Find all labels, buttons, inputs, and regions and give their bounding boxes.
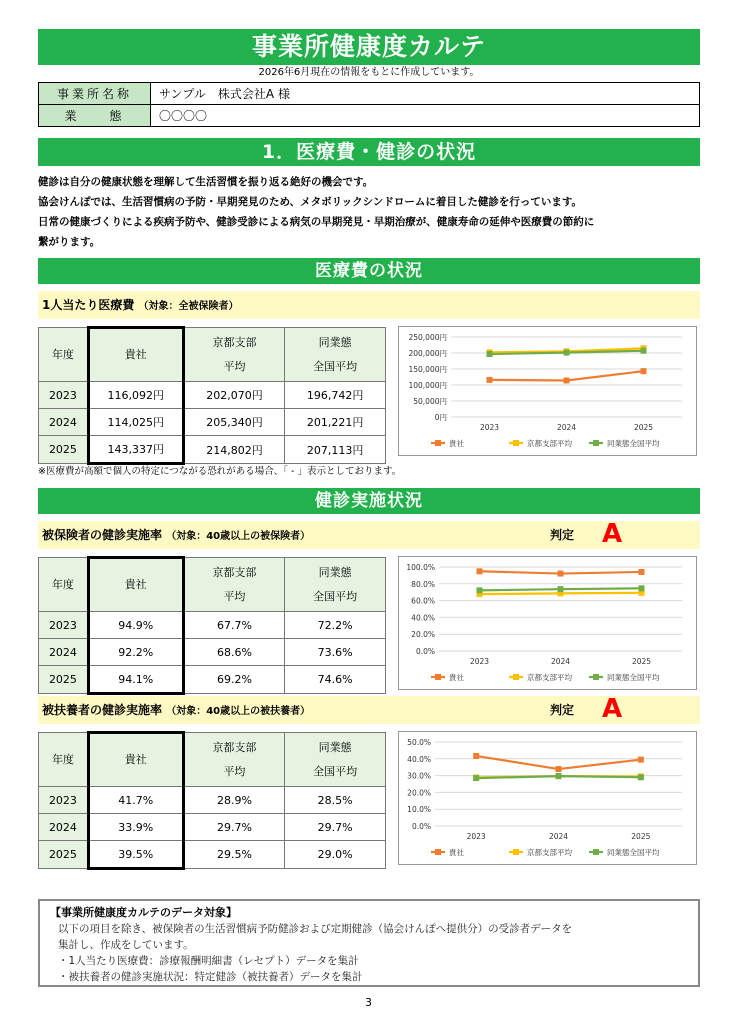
own-cell: 94.1% — [88, 666, 183, 694]
data-point — [473, 753, 479, 759]
table-header-row — [39, 558, 386, 612]
year-cell: 2024 — [39, 639, 89, 666]
data-point — [639, 569, 645, 575]
data-point — [556, 766, 562, 772]
y-tick-label: 150,000円 — [408, 365, 447, 374]
col-year-header: 年度 — [39, 328, 89, 382]
dependent-table — [38, 731, 386, 870]
insured-heading-note: （対象：40歳以上の被保険者） — [166, 531, 311, 542]
data-source-line: ・被扶養者の健診実施状況：特定健診（被扶養者）データを集計 — [58, 971, 363, 983]
year-cell: 2025 — [39, 841, 89, 869]
legend-label: 貴社 — [449, 848, 464, 857]
data-source-box — [38, 899, 700, 987]
data-point — [564, 378, 570, 384]
own-cell: 114,025円 — [88, 409, 183, 436]
y-tick-label: 80.0% — [411, 579, 435, 589]
medical-table — [38, 326, 386, 465]
data-point — [477, 568, 483, 574]
x-tick-label: 2025 — [631, 657, 652, 666]
table-header-row — [39, 733, 386, 787]
national-cell: 28.5% — [285, 787, 386, 814]
own-cell: 143,337円 — [88, 436, 183, 464]
y-tick-label: 10.0% — [407, 805, 431, 815]
branch-cell: 29.7% — [183, 814, 285, 841]
legend-label: 同業態全国平均 — [607, 673, 660, 682]
data-source-line: 以下の項目を除き、被保険者の生活習慣病予防健診および定期健診（協会けんぽへ提供分）の受診者データを — [58, 923, 573, 935]
legend-marker — [435, 849, 441, 855]
x-tick-label: 2025 — [631, 832, 651, 841]
branch-cell: 29.5% — [183, 841, 285, 869]
col-year-header: 年度 — [39, 733, 89, 787]
data-point — [639, 585, 645, 591]
year-cell: 2024 — [39, 814, 89, 841]
year-cell: 2024 — [39, 409, 89, 436]
branch-cell: 68.6% — [183, 639, 285, 666]
col-own-header: 貴社 — [88, 733, 183, 787]
company-info-table — [38, 82, 700, 127]
legend-marker — [593, 440, 599, 446]
insured-chart — [398, 556, 697, 690]
col-branch-header: 京都支部 平均 — [183, 558, 285, 612]
year-cell: 2025 — [39, 666, 89, 694]
dependent-heading-note: （対象：40歳以上の被扶養者） — [166, 706, 311, 717]
national-cell: 201,221円 — [285, 409, 386, 436]
dependent-chart-svg — [399, 732, 696, 864]
table-row — [39, 841, 386, 869]
checkup-banner: 健診実施状況 — [38, 488, 700, 514]
company-name-value: サンプル 株式会社A 様 — [151, 83, 700, 105]
col-national-header: 同業態 全国平均 — [285, 733, 386, 787]
y-tick-label: 100.0% — [406, 563, 435, 572]
data-point — [487, 351, 493, 357]
legend-marker — [435, 440, 441, 446]
table-row — [39, 666, 386, 694]
page-number: 3 — [365, 996, 372, 1009]
y-tick-label: 60.0% — [411, 596, 435, 606]
national-cell: 29.7% — [285, 814, 386, 841]
legend-label: 同業態全国平均 — [607, 848, 660, 857]
insured-judge-value: A — [602, 519, 623, 549]
own-cell: 33.9% — [88, 814, 183, 841]
y-tick-label: 20.0% — [411, 630, 435, 640]
medical-chart-svg — [399, 327, 696, 455]
company-type-value: 〇〇〇〇 — [151, 105, 700, 127]
page-title: 事業所健康度カルテ — [38, 29, 700, 65]
y-tick-label: 40.0% — [407, 754, 431, 764]
x-tick-label: 2023 — [469, 657, 490, 666]
y-tick-label: 250,000円 — [408, 333, 447, 342]
y-tick-label: 0.0% — [411, 822, 431, 831]
x-tick-label: 2024 — [548, 832, 569, 841]
intro-line: 繋がります。 — [38, 236, 101, 248]
medical-chart — [398, 326, 697, 456]
legend-label: 京都支部平均 — [527, 848, 572, 857]
own-cell: 94.9% — [88, 612, 183, 639]
data-point — [558, 571, 564, 577]
data-point — [638, 757, 644, 763]
data-point — [558, 586, 564, 592]
legend-label: 貴社 — [449, 673, 464, 682]
col-own-header: 貴社 — [88, 558, 183, 612]
legend-marker — [513, 849, 519, 855]
medical-heading-note: （対象：全被保険者） — [138, 301, 239, 312]
data-point — [564, 350, 570, 356]
data-point — [487, 377, 493, 383]
col-national-header: 同業態 全国平均 — [285, 558, 386, 612]
y-tick-label: 200,000円 — [408, 349, 447, 358]
y-tick-label: 20.0% — [407, 788, 431, 798]
y-tick-label: 0.0% — [415, 647, 435, 656]
insured-judge-label: 判定 — [550, 528, 575, 542]
intro-line: 健診は自分の健康状態を理解して生活習慣を振り返る絶好の機会です。 — [38, 176, 374, 188]
col-branch-header: 京都支部 平均 — [183, 328, 285, 382]
company-type-row — [39, 105, 700, 127]
legend-label: 京都支部平均 — [527, 439, 572, 448]
table-row — [39, 814, 386, 841]
medical-banner: 医療費の状況 — [38, 258, 700, 284]
medical-heading — [38, 291, 700, 319]
table-row — [39, 382, 386, 409]
x-tick-label: 2025 — [633, 423, 654, 432]
dependent-heading — [38, 696, 700, 724]
x-tick-label: 2023 — [479, 423, 500, 432]
dependent-judge-label: 判定 — [550, 703, 575, 717]
branch-cell: 214,802円 — [183, 436, 285, 464]
insured-heading — [38, 521, 700, 549]
x-tick-label: 2024 — [556, 423, 577, 432]
col-year-header: 年度 — [39, 558, 89, 612]
year-cell: 2023 — [39, 382, 89, 409]
section-title: 1．医療費・健診の状況 — [38, 138, 700, 166]
table-row — [39, 436, 386, 464]
y-tick-label: 50,000円 — [413, 397, 447, 406]
dependent-heading-text: 被扶養者の健診実施率 — [42, 703, 163, 717]
intro-line: 日常の健康づくりによる疾病予防や、健診受診による病気の早期発見・早期治療が、健康寿命の延伸や医療費の節約に — [38, 216, 595, 228]
data-point — [641, 368, 647, 374]
branch-cell: 202,070円 — [183, 382, 285, 409]
table-row — [39, 639, 386, 666]
insured-heading-text: 被保険者の健診実施率 — [42, 528, 163, 542]
legend-marker — [513, 674, 519, 680]
medical-note: ※医療費が高額で個人の特定につながる恐れがある場合、「 - 」表示としております。 — [38, 466, 402, 477]
page-subtitle: 2026年6月現在の情報をもとに作成しています。 — [258, 67, 480, 78]
year-cell: 2023 — [39, 612, 89, 639]
dependent-chart — [398, 731, 697, 865]
legend-marker — [593, 849, 599, 855]
national-cell: 29.0% — [285, 841, 386, 869]
legend-marker — [513, 440, 519, 446]
legend-label: 同業態全国平均 — [607, 439, 660, 448]
x-tick-label: 2023 — [466, 832, 486, 841]
branch-cell: 205,340円 — [183, 409, 285, 436]
own-cell: 41.7% — [88, 787, 183, 814]
own-cell: 116,092円 — [88, 382, 183, 409]
col-branch-header: 京都支部 平均 — [183, 733, 285, 787]
data-point — [641, 348, 647, 354]
data-source-heading: 【事業所健康度カルテのデータ対象】 — [50, 906, 237, 919]
branch-cell: 67.7% — [183, 612, 285, 639]
national-cell: 196,742円 — [285, 382, 386, 409]
table-header-row — [39, 328, 386, 382]
national-cell: 73.6% — [285, 639, 386, 666]
x-tick-label: 2024 — [550, 657, 571, 666]
y-tick-label: 100,000円 — [408, 381, 447, 390]
legend-label: 京都支部平均 — [527, 673, 572, 682]
national-cell: 74.6% — [285, 666, 386, 694]
data-source-line: ・1人当たり医療費：診療報酬明細書（レセプト）データを集計 — [58, 955, 359, 967]
table-row — [39, 612, 386, 639]
insured-chart-svg — [399, 557, 696, 689]
year-cell: 2023 — [39, 787, 89, 814]
medical-heading-text: 1人当たり医療費 — [42, 298, 135, 312]
insured-table — [38, 556, 386, 695]
table-row — [39, 787, 386, 814]
company-name-label: 事業所名称 — [39, 83, 151, 105]
data-point — [473, 775, 479, 781]
national-cell: 207,113円 — [285, 436, 386, 464]
legend-marker — [593, 674, 599, 680]
table-row — [39, 409, 386, 436]
legend-marker — [435, 674, 441, 680]
company-name-row — [39, 83, 700, 105]
data-point — [556, 773, 562, 779]
data-source-line: 集計し、作成をしています。 — [58, 939, 194, 951]
col-own-header: 貴社 — [88, 328, 183, 382]
y-tick-label: 50.0% — [407, 738, 431, 747]
y-tick-label: 30.0% — [407, 771, 431, 781]
national-cell: 72.2% — [285, 612, 386, 639]
data-point — [638, 774, 644, 780]
branch-cell: 28.9% — [183, 787, 285, 814]
company-type-label: 業 態 — [39, 105, 151, 127]
intro-text — [38, 172, 700, 252]
y-tick-label: 40.0% — [411, 613, 435, 623]
dependent-judge-value: A — [602, 694, 623, 724]
data-point — [477, 587, 483, 593]
legend-label: 貴社 — [449, 439, 464, 448]
y-tick-label: 0円 — [434, 413, 447, 422]
branch-cell: 69.2% — [183, 666, 285, 694]
own-cell: 92.2% — [88, 639, 183, 666]
year-cell: 2025 — [39, 436, 89, 464]
col-national-header: 同業態 全国平均 — [285, 328, 386, 382]
intro-line: 協会けんぽでは、生活習慣病の予防・早期発見のため、メタボリックシンドロームに着目した健診を行っています。 — [38, 196, 583, 208]
own-cell: 39.5% — [88, 841, 183, 869]
